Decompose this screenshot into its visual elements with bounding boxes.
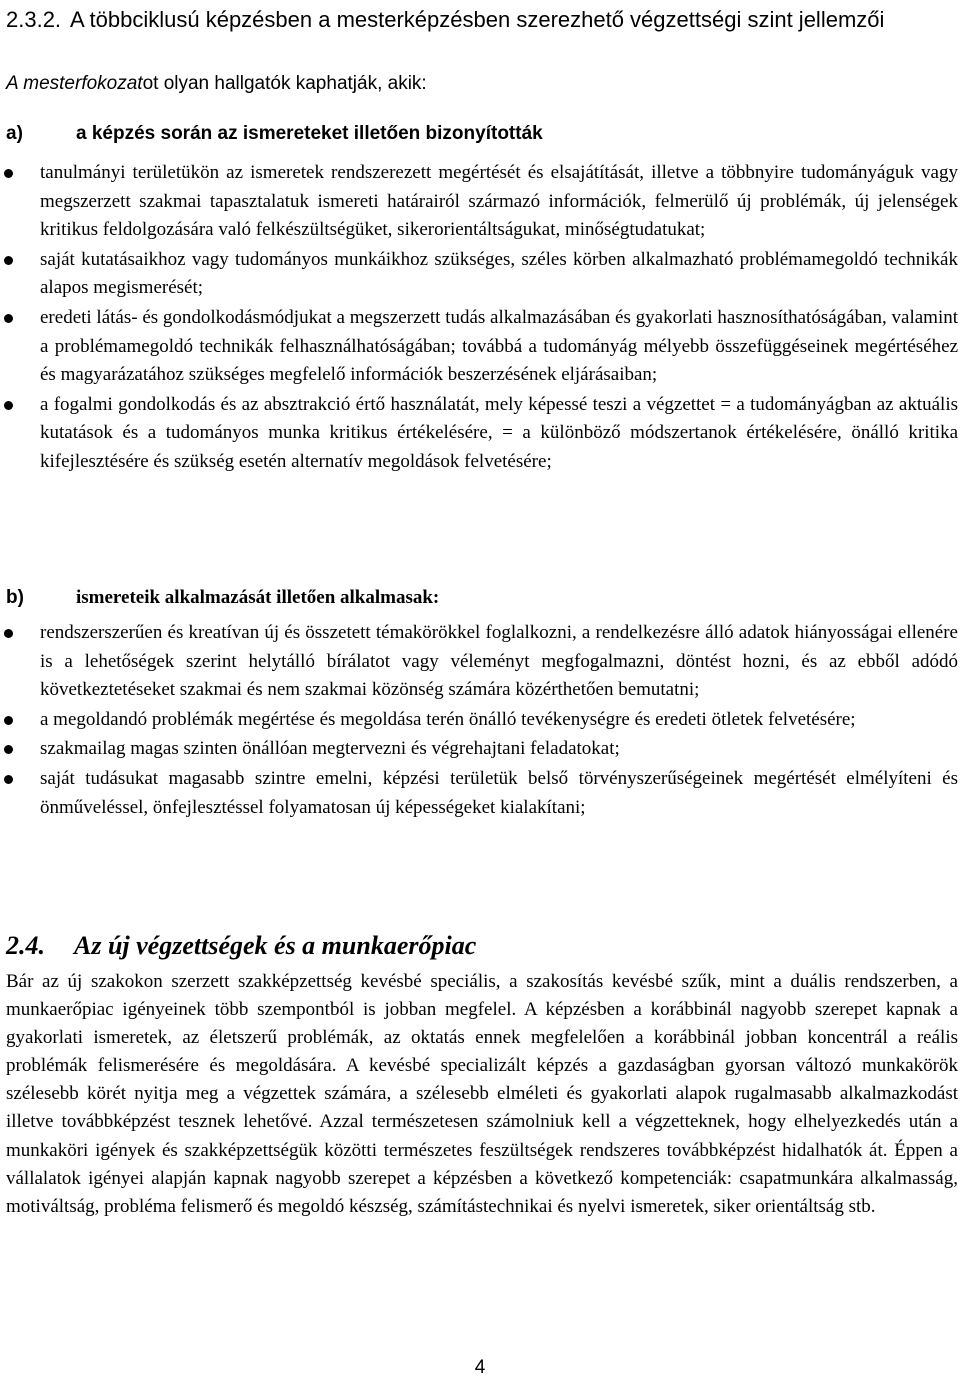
list-item: a fogalmi gondolkodás és az absztrakció értő használatát, mely képessé teszi a végzettet = a tudományágban az aktuális kutatások és a tudományos munka kritikus értékelésére, = a különböző módszertanok értékelésére, önálló kritika kifejlesztésére és szükség esetén alternatív megoldások felvetésére; (0, 391, 960, 477)
list-item: a megoldandó problémák megértése és megoldása terén önálló tevékenységre és eredeti ötletek felvetésére; (0, 706, 960, 735)
section-24-paragraph: Bár az új szakokon szerzett szakképzettség kevésbé speciális, a szakosítás kevésbé szűk, mint a duális rendszerben, a munkaerőpiac igényeinek több szempontból is jobban megfelel. A képzésben a korábbinál nagyobb szerepet kapnak a gyakorlati ismeretek, az életszerű problémák, az oktatás ennek megfelelően a korábbinál jobban koncentrál a reális problémák felismerésére és megoldására. A kevésbé specializált képzés a gazdaságban gyorsan változó munkakörök szélesebb körét nyitja meg a végzettek számára, a szélesebb elméleti és gyakorlati alapok rugalmasabb alkalmazkodást illetve továbbképzést tesznek lehetővé. Azzal természetesen számolniuk kell a végzetteknek, hogy elhelyezkedés után a munkaköri igények és szakképzettségük közötti természetes feszültségek rendszeres továbbképzést hidalhatók át. Éppen a vállalatok igényei alapján kapnak nagyobb szerepet a képzésben a következő kompetenciák: csapatmunkára alkalmasság, motiváltság, probléma felismerő és megoldó készség, számítástechnikai és nyelvi ismeretek, siker orientáltság stb. (6, 971, 958, 1217)
part-b-heading (6, 584, 439, 612)
part-a-list (0, 159, 960, 478)
list-item: eredeti látás- és gondolkodásmódjukat a megszerzett tudás alkalmazásában és gyakorlati hasznosíthatóságában, valamint a problémamegoldó technikák felhasználhatóságában; továbbá a tudományág mélyebb összefüggéseinek megértéséhez és magyarázatához szükséges megfelelő információk beszerzésének eljárásaiban; (0, 304, 960, 390)
part-a-title: a képzés során az ismereteket illetően bizonyították (76, 123, 543, 144)
part-b-letter: b) (6, 587, 24, 608)
section-24-heading (6, 928, 476, 964)
part-b-list (0, 619, 960, 823)
intro-italic: A mesterfokozat (6, 73, 143, 94)
section-24-number: 2.4. (6, 931, 45, 960)
bullet-icon (4, 629, 13, 638)
bullet-icon (4, 775, 13, 784)
bullet-icon (4, 745, 13, 754)
list-item: tanulmányi területükön az ismeretek rendszerezett megértését és elsajátítását, illetve a többnyire tudományáguk vagy megszerzett szakmai tapasztalatuk ismereti határairól származó információk, felmerülő új problémák, új jelenségek kritikus feldolgozására való felkészültségüket, sikerorientáltságukat, minőségtudatukat; (0, 159, 960, 245)
section-24-title: Az új végzettségek és a munkaerőpiac (74, 931, 477, 960)
bullet-icon (4, 314, 13, 323)
part-b-title: ismereteik alkalmazását illetően alkalmasak: (76, 587, 440, 608)
list-item: saját kutatásaikhoz vagy tudományos munkáikhoz szükséges, széles körben alkalmazható problémamegoldó technikák alapos megismerését; (0, 246, 960, 303)
list-item: szakmailag magas szinten önállóan megtervezni és végrehajtani feladatokat; (0, 735, 960, 764)
intro-rest: ot olyan hallgatók kaphatják, akik: (142, 73, 427, 94)
bullet-icon (4, 169, 13, 178)
section-title: A többciklusú képzésben a mesterképzésben szerezhető végzettségi szint jellemzői (69, 7, 885, 32)
part-a-heading (6, 120, 543, 148)
list-item: rendszerszerűen és kreatívan új és összetett témakörökkel foglalkozni, a rendelkezésre álló adatok hiányosságai ellenére is a lehetőségek szerint helytálló bírálatot vagy véleményt megfogalmazni, döntést hozni, és az ebből adódó következtetéseket szakmai és nem szakmai közönség számára közérthetően bemutatni; (0, 619, 960, 705)
list-item: saját tudásukat magasabb szintre emelni, képzési területük belső törvényszerűségeinek megértését elmélyíteni és önműveléssel, önfejlesztéssel folyamatosan új képességeket kialakítani; (0, 765, 960, 822)
page-number: 4 (474, 1357, 486, 1378)
part-a-letter: a) (6, 123, 23, 144)
bullet-icon (4, 401, 13, 410)
bullet-icon (4, 256, 13, 265)
section-number: 2.3.2. (6, 7, 62, 32)
section-heading (6, 3, 956, 37)
intro-line (6, 70, 427, 98)
bullet-icon (4, 716, 13, 725)
